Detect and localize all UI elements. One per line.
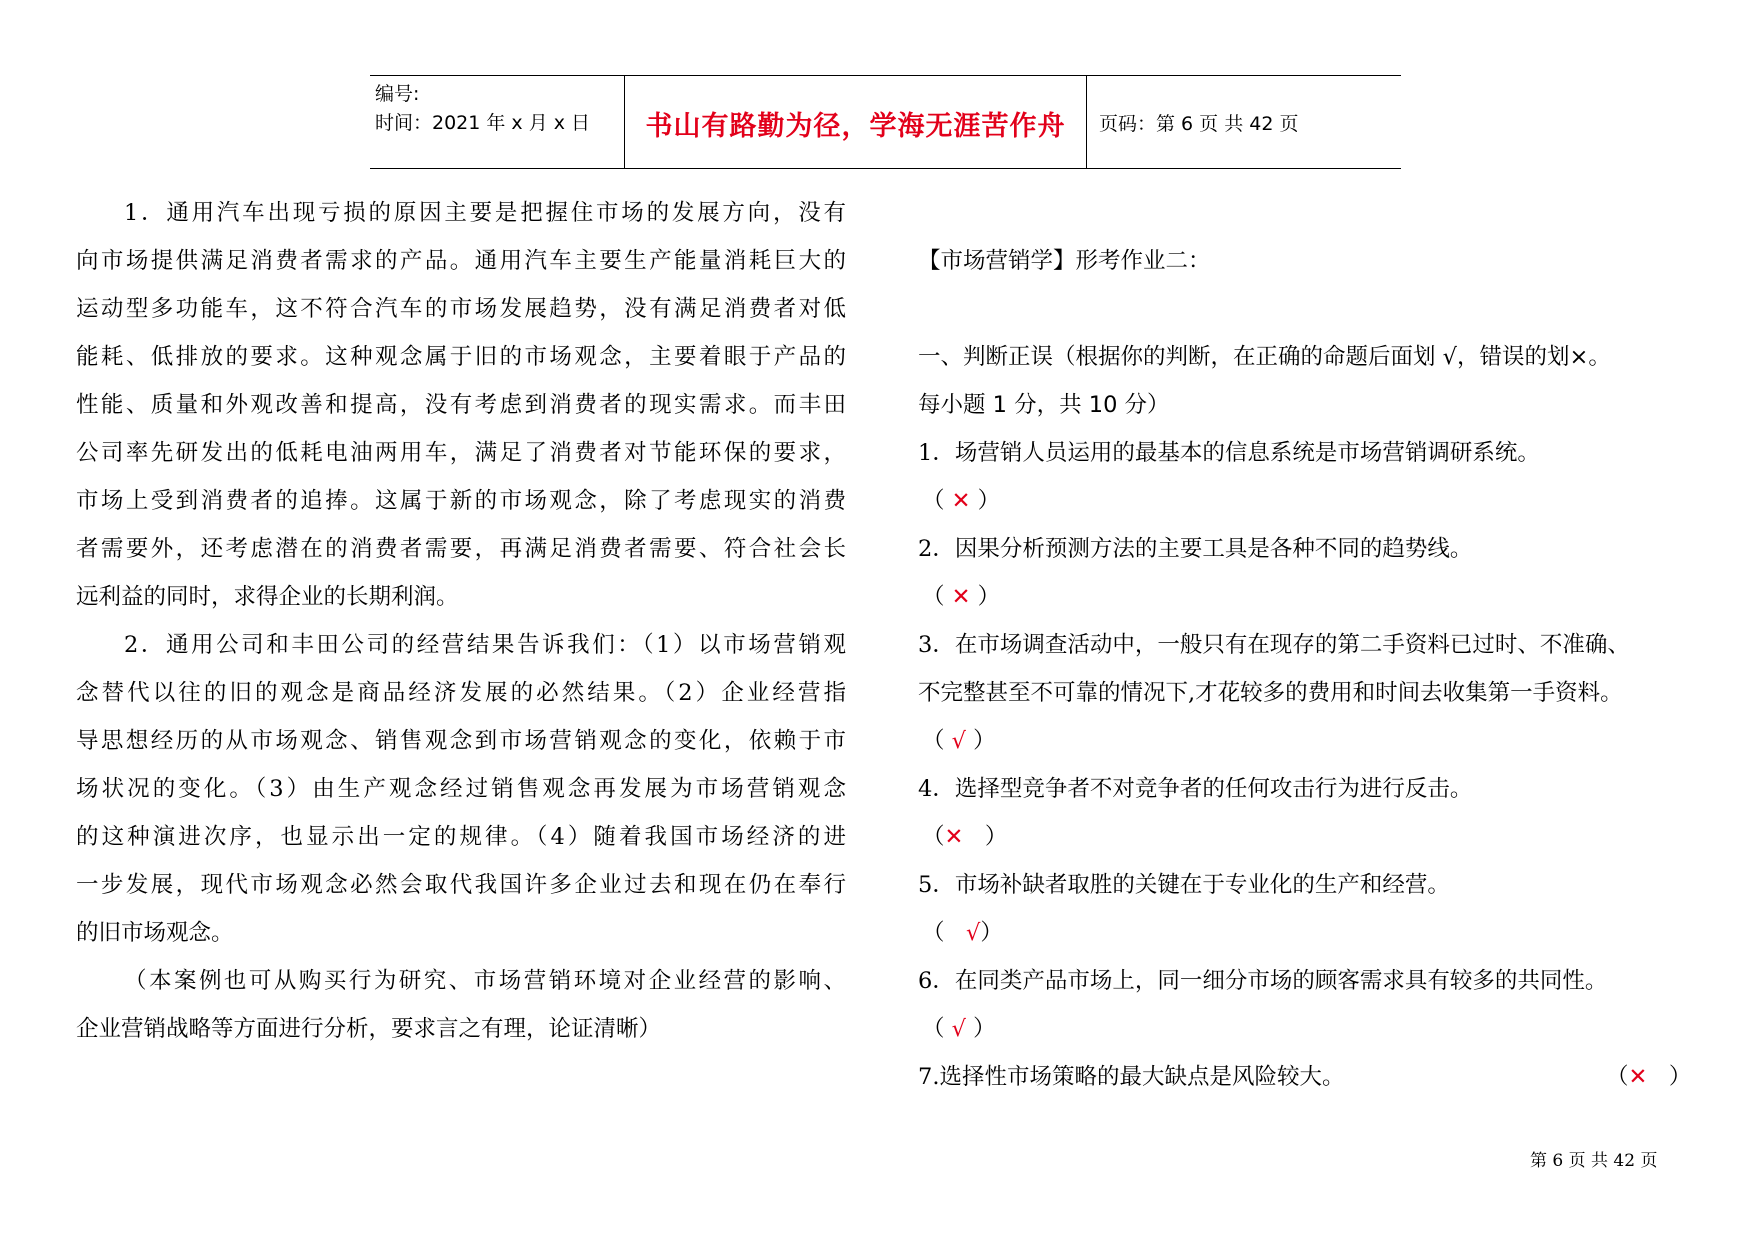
answer-5: （ √） [922,920,1003,946]
answer-2: （ ✕ ） [922,584,1001,610]
paragraph-line: 公司率先研发出的低耗电油两用车，满足了消费者对节能环保的要求， [76,440,846,466]
question-2: 2．因果分析预测方法的主要工具是各种不同的趋势线。 [918,536,1473,562]
header-page-cell [1087,76,1401,168]
cross-mark-icon: ✕ [944,824,964,850]
paragraph-line: 一步发展，现代市场观念必然会取代我国许多企业过去和现在仍在奉行 [76,872,846,898]
paragraph-line: 念替代以往的旧的观念是商品经济发展的必然结果。（2）企业经营指 [76,680,846,706]
page-footer: 第 6 页 共 42 页 [1530,1151,1658,1171]
question-6: 6．在同类产品市场上，同一细分市场的顾客需求具有较多的共同性。 [918,968,1608,994]
question-5: 5．市场补缺者取胜的关键在于专业化的生产和经营。 [918,872,1450,898]
question-3: 3．在市场调查活动中，一般只有在现存的第二手资料已过时、不准确、 [918,632,1630,658]
paragraph-line: 能耗、低排放的要求。这种观念属于旧的市场观念，主要着眼于产品的 [76,344,846,370]
paragraph-line: 导思想经历的从市场观念、销售观念到市场营销观念的变化，依赖于市 [76,728,846,754]
question-7: 7.选择性市场策略的最大缺点是风险较大。 [918,1064,1345,1090]
check-mark-icon: √ [951,1016,966,1042]
paragraph-line: 2．通用公司和丰田公司的经营结果告诉我们：（1）以市场营销观 [124,632,846,658]
paragraph-line: 的这种演进次序，也显示出一定的规律。（4）随着我国市场经济的进 [76,824,846,850]
document-number-label: 编号: [375,83,420,105]
answer-4: （✕ ） [922,824,1008,850]
document-header [370,75,1401,169]
assignment-title: 【市场营销学】形考作业二： [918,248,1211,274]
paragraph-line: 的旧市场观念。 [76,920,234,946]
check-mark-icon: √ [951,728,966,754]
question-1: 1．场营销人员运用的最基本的信息系统是市场营销调研系统。 [918,440,1540,466]
cross-mark-icon: ✕ [951,584,971,610]
header-meta-cell [370,76,625,168]
paragraph-line: 远利益的同时，求得企业的长期利润。 [76,584,459,610]
cross-mark-icon: ✕ [951,488,971,514]
header-page-info: 页码：第 6 页 共 42 页 [1099,113,1299,135]
answer-6: （ √ ） [922,1016,996,1042]
cross-mark-icon: ✕ [1628,1064,1648,1090]
section-heading-score: 每小题 1 分，共 10 分） [918,392,1170,418]
paragraph-line: 运动型多功能车，这不符合汽车的市场发展趋势，没有满足消费者对低 [76,296,846,322]
paragraph-line: （本案例也可从购买行为研究、市场营销环境对企业经营的影响、 [124,968,846,994]
answer-1: （ ✕ ） [922,488,1001,514]
paragraph-line: 1．通用汽车出现亏损的原因主要是把握住市场的发展方向，没有 [124,200,846,226]
question-3-continued: 不完整甚至不可靠的情况下,才花较多的费用和时间去收集第一手资料。 [918,680,1623,706]
paragraph-line: 者需要外，还考虑潜在的消费者需要，再满足消费者需要、符合社会长 [76,536,846,562]
paragraph-line: 市场上受到消费者的追捧。这属于新的市场观念，除了考虑现实的消费 [76,488,846,514]
answer-7: （✕ ） [1606,1064,1692,1090]
question-4: 4．选择型竞争者不对竞争者的任何攻击行为进行反击。 [918,776,1473,802]
paragraph-line: 企业营销战略等方面进行分析，要求言之有理，论证清晰） [76,1016,662,1042]
paragraph-line: 向市场提供满足消费者需求的产品。通用汽车主要生产能量消耗巨大的 [76,248,846,274]
check-mark-icon: √ [965,920,981,946]
header-motto-cell [625,76,1087,168]
section-heading: 一、判断正误（根据你的判断，在正确的命题后面划 √，错误的划×。 [918,344,1611,370]
paragraph-line: 性能、质量和外观改善和提高，没有考虑到消费者的现实需求。而丰田 [76,392,846,418]
document-time-label: 时间：2021 年 x 月 x 日 [375,112,591,134]
paragraph-line: 场状况的变化。（3）由生产观念经过销售观念再发展为市场营销观念 [76,776,846,802]
header-motto: 书山有路勤为径，学海无涯苦作舟 [645,111,1066,142]
answer-3: （ √ ） [922,728,996,754]
